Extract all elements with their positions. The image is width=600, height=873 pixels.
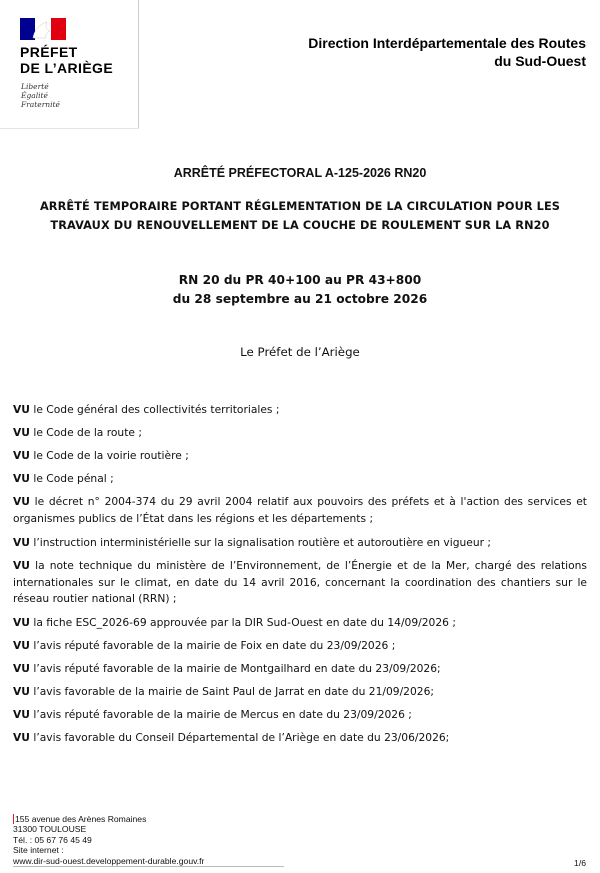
direction-line1: Direction Interdépartementale des Routes	[308, 35, 586, 51]
consideration-item: VU l’avis favorable du Conseil Départemental de l’Ariège en date du 23/06/2026;	[13, 731, 450, 744]
footer-street: 155 avenue des Arènes Romaines	[13, 814, 284, 824]
prefet-line: Le Préfet de l’Ariège	[240, 345, 360, 359]
page-number: 1/6	[574, 858, 586, 868]
consideration-item: VU l’avis réputé favorable de la mairie de Mercus en date du 23/09/2026 ;	[13, 708, 412, 721]
arrete-title-line1: ARRÊTÉ TEMPORAIRE PORTANT RÉGLEMENTATION DE LA CIRCULATION POUR LES	[39, 200, 561, 213]
footer-website-link[interactable]: www.dir-sud-ouest.developpement-durable.gouv.fr	[13, 856, 284, 867]
consideration-item: VU le Code de la route ;	[13, 426, 142, 439]
direction-line2: du Sud-Ouest	[494, 53, 586, 69]
marianne-icon	[20, 18, 66, 40]
consideration-item: VU le décret n° 2004-374 du 29 avril 2004 relatif aux pouvoirs des préfets et à l'action des services et organismes publics de l’État dans les régions et les départements ;	[13, 495, 587, 525]
motto-fraternite: Fraternité	[21, 100, 60, 109]
consideration-item: VU l’instruction interministérielle sur la signalisation routière et autoroutière en vigueur ;	[13, 536, 492, 549]
arrete-number: ARRÊTÉ PRÉFECTORAL A-125-2026 RN20	[173, 166, 427, 180]
route-pr: RN 20 du PR 40+100 au PR 43+800	[178, 273, 422, 287]
consideration-item: VU le Code de la voirie routière ;	[13, 449, 189, 462]
motto-liberte: Liberté	[21, 82, 49, 91]
direction-header	[308, 34, 586, 70]
footer-city: 31300 TOULOUSE	[13, 824, 87, 835]
route-dates: du 28 septembre au 21 octobre 2026	[172, 292, 428, 306]
arrete-title-line2: TRAVAUX DU RENOUVELLEMENT DE LA COUCHE DE ROULEMENT SUR LA RN20	[50, 219, 550, 232]
consideration-item: VU la note technique du ministère de l’Environnement, de l’Énergie et de la Mer, chargé des relations internationales sur le climat, en date du 14 avril 2016, concernant la coordination des chantiers sur le réseau routier national (RRN) ;	[13, 559, 587, 605]
prefecture-logo	[0, 0, 139, 129]
consideration-item: VU le Code général des collectivités territoriales ;	[13, 403, 280, 416]
footer-website-label: Site internet :	[13, 845, 64, 856]
prefecture-name-line2: DE L’ARIÈGE	[20, 60, 114, 76]
consideration-item: VU la fiche ESC_2026-69 approuvée par la DIR Sud-Ouest en date du 14/09/2026 ;	[13, 616, 456, 629]
consideration-item: VU l’avis favorable de la mairie de Saint Paul de Jarrat en date du 21/09/2026;	[13, 685, 434, 698]
route-section	[0, 271, 600, 309]
consideration-item: VU l’avis réputé favorable de la mairie de Foix en date du 23/09/2026 ;	[13, 639, 396, 652]
consideration-item: VU l’avis réputé favorable de la mairie de Montgailhard en date du 23/09/2026;	[13, 662, 441, 675]
footer-address	[13, 814, 284, 867]
prefecture-name-line1: PRÉFET	[20, 44, 78, 60]
consideration-item: VU le Code pénal ;	[13, 472, 114, 485]
arrete-title	[0, 197, 600, 235]
footer-phone: Tél. : 05 67 76 45 49	[13, 834, 92, 845]
motto-egalite: Égalité	[21, 91, 48, 100]
